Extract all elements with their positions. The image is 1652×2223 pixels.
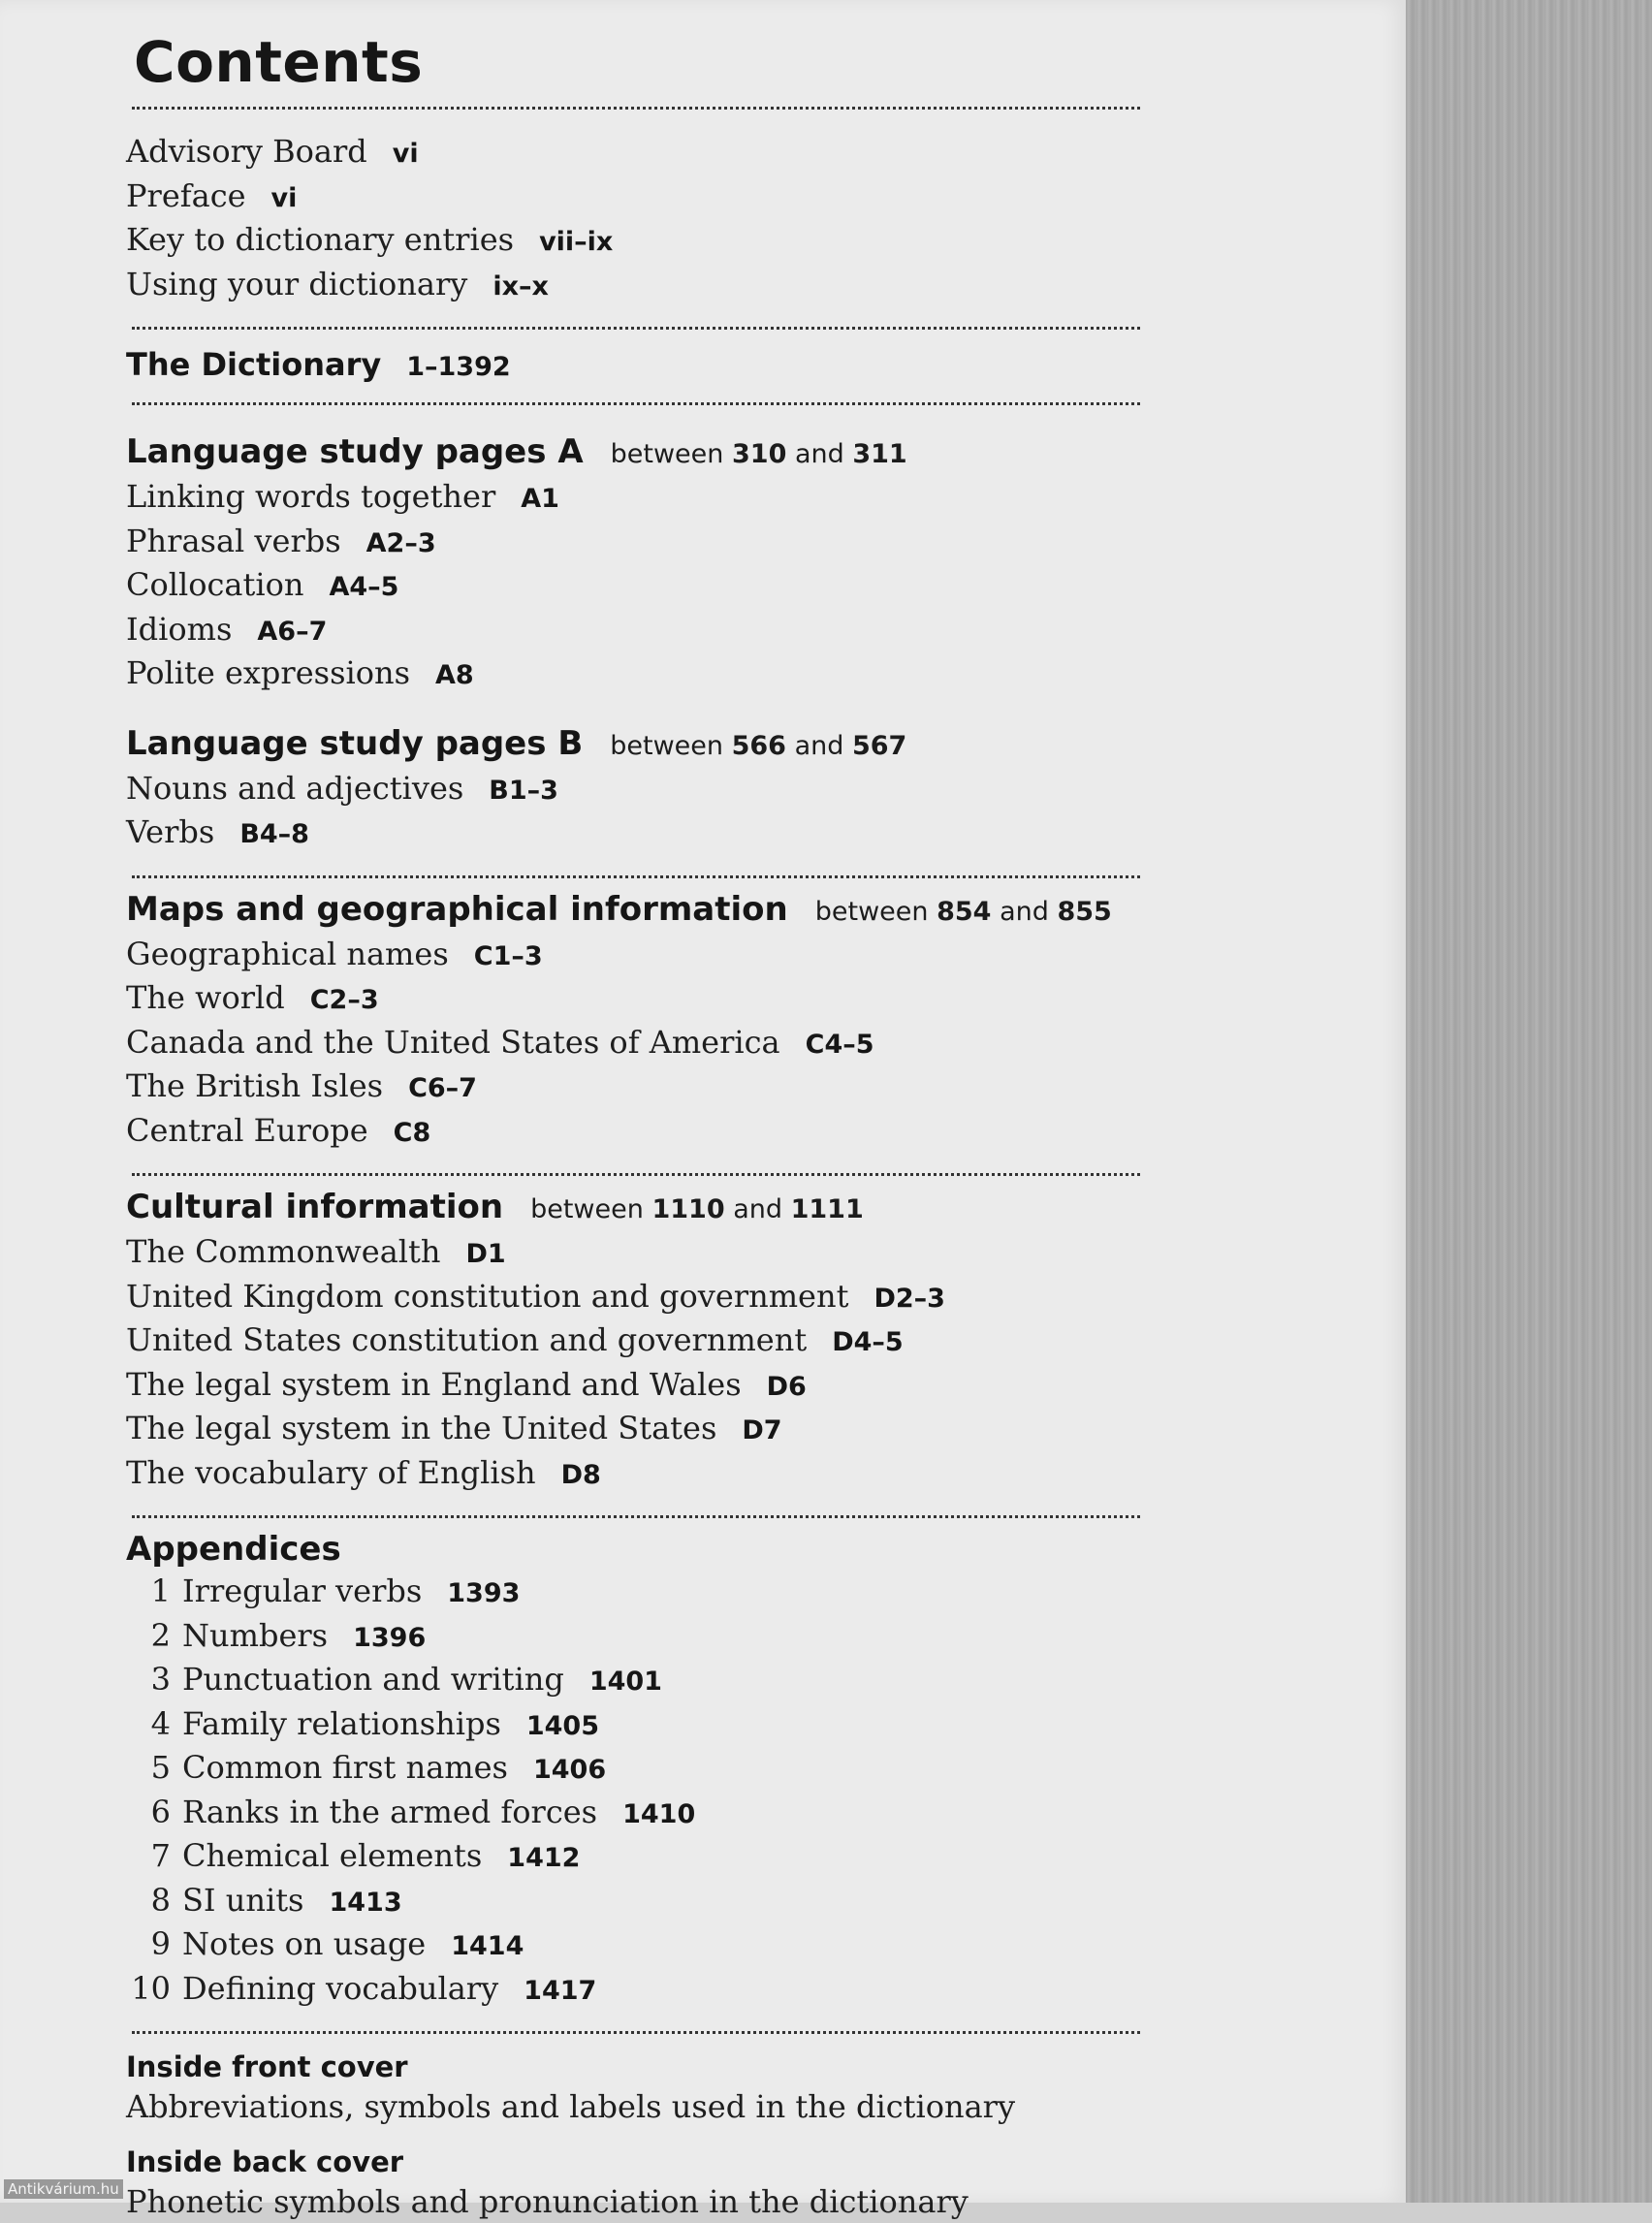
entry-label: Key to dictionary entries xyxy=(126,221,514,258)
section-header xyxy=(126,722,1144,768)
toc-entry[interactable] xyxy=(126,476,1144,521)
page-title: Contents xyxy=(134,29,1144,95)
toc-entry[interactable] xyxy=(126,521,1144,565)
watermark-credit: Antikvárium.hu xyxy=(4,2179,123,2199)
entry-label: Collocation xyxy=(126,566,303,603)
entry-page-ref: 1396 xyxy=(353,1623,426,1653)
entry-label: The vocabulary of English xyxy=(126,1454,536,1491)
entry-label: Polite expressions xyxy=(126,654,410,691)
entry-label: The British Isles xyxy=(126,1067,383,1104)
page-range: between 566 and 567 xyxy=(610,731,906,761)
toc-entry[interactable] xyxy=(126,175,1144,220)
entry-page-ref: A4–5 xyxy=(329,572,398,602)
contents-page xyxy=(126,29,1144,2223)
toc-entry[interactable] xyxy=(126,652,1144,697)
appendix-number: 3 xyxy=(126,1659,171,1701)
toc-entry[interactable] xyxy=(126,264,1144,308)
entry-page-ref: A1 xyxy=(521,484,559,514)
section-heading: Language study pages B xyxy=(126,724,583,763)
entry-label: The Commonwealth xyxy=(126,1233,440,1270)
entry-label: The legal system in the United States xyxy=(126,1410,716,1446)
toc-entry[interactable] xyxy=(126,1703,1144,1748)
toc-entry[interactable]: Phonetic symbols and pronunciation in the dictionary xyxy=(126,2181,1144,2223)
entry-label: Verbs xyxy=(126,813,214,850)
entry-label: Linking words together xyxy=(126,478,495,515)
appendix-number: 10 xyxy=(126,1968,171,2011)
toc-entry[interactable] xyxy=(126,1747,1144,1792)
toc-entry[interactable] xyxy=(126,609,1144,653)
entry-label: Preface xyxy=(126,177,246,214)
section-header xyxy=(126,888,1144,934)
entry-page-ref: 1414 xyxy=(451,1931,524,1961)
entry-label: Defining vocabulary xyxy=(182,1970,498,2007)
appendix-number: 4 xyxy=(126,1703,171,1746)
entry-page-ref: D7 xyxy=(742,1415,781,1445)
section-heading: Language study pages A xyxy=(126,432,584,471)
toc-entry[interactable] xyxy=(126,1231,1144,1276)
entry-page-ref: 1405 xyxy=(526,1711,599,1741)
entry-label: Idioms xyxy=(126,611,232,648)
entry-page-ref: D1 xyxy=(465,1239,505,1269)
appendix-number: 2 xyxy=(126,1615,171,1658)
entry-label: Central Europe xyxy=(126,1112,368,1149)
toc-entry[interactable] xyxy=(126,1659,1144,1703)
toc-entry[interactable] xyxy=(126,977,1144,1022)
appendices-section xyxy=(126,1518,1144,2031)
page-range: between 854 and 855 xyxy=(815,897,1112,927)
entry-page-ref: vii–ix xyxy=(539,227,613,257)
toc-entry[interactable] xyxy=(126,1065,1144,1110)
entry-page-ref: D4–5 xyxy=(832,1327,904,1357)
section-heading: The Dictionary xyxy=(126,346,381,383)
entry-label: Advisory Board xyxy=(126,133,367,170)
entry-label: The legal system in England and Wales xyxy=(126,1366,742,1403)
toc-entry[interactable] xyxy=(126,1276,1144,1320)
section-heading: Appendices xyxy=(126,1528,1144,1571)
entry-page-ref: B4–8 xyxy=(239,819,309,849)
entry-page-ref: C1–3 xyxy=(474,941,543,971)
entry-label: Irregular verbs xyxy=(182,1572,422,1609)
entry-page-ref: C4–5 xyxy=(806,1030,874,1060)
toc-entry[interactable] xyxy=(126,1110,1144,1155)
entry-page-ref: 1401 xyxy=(589,1667,662,1697)
toc-entry[interactable] xyxy=(126,219,1144,264)
entry-label: Notes on usage xyxy=(182,1925,426,1962)
entry-label: SI units xyxy=(182,1882,303,1919)
maps-section xyxy=(126,878,1144,1174)
entry-page-ref: 1406 xyxy=(533,1755,606,1785)
inside-back-cover-section xyxy=(126,2135,1144,2223)
entry-label: Geographical names xyxy=(126,936,449,972)
toc-entry[interactable] xyxy=(126,1571,1144,1615)
entry-page-ref: D2–3 xyxy=(874,1284,945,1314)
entry-page-ref: 1393 xyxy=(447,1578,520,1608)
entry-label: Numbers xyxy=(182,1617,328,1654)
toc-entry[interactable] xyxy=(126,1022,1144,1066)
entry-page-ref: C6–7 xyxy=(408,1073,477,1103)
appendix-number: 1 xyxy=(126,1571,171,1613)
toc-entry[interactable] xyxy=(126,811,1144,856)
entry-page-ref: vi xyxy=(393,139,419,169)
section-heading: Inside back cover xyxy=(126,2143,1144,2181)
section-heading: Maps and geographical information xyxy=(126,890,788,929)
entry-label: Using your dictionary xyxy=(126,266,467,302)
entry-page-ref: D6 xyxy=(767,1372,807,1402)
entry-label: Common first names xyxy=(182,1749,508,1786)
entry-label: Phrasal verbs xyxy=(126,523,341,559)
toc-entry[interactable] xyxy=(126,1835,1144,1880)
page-range: between 1110 and 1111 xyxy=(530,1194,864,1224)
section-header xyxy=(126,1186,1144,1231)
toc-entry[interactable] xyxy=(126,768,1144,812)
toc-entry[interactable] xyxy=(126,1319,1144,1364)
toc-entry[interactable] xyxy=(126,1615,1144,1660)
appendix-number: 7 xyxy=(126,1835,171,1878)
entry-page-ref: D8 xyxy=(561,1460,601,1490)
page-range: between 310 and 311 xyxy=(611,439,907,469)
section-heading: Inside front cover xyxy=(126,2048,1144,2086)
entry-page-ref: C8 xyxy=(394,1118,431,1148)
entry-page-ref: A2–3 xyxy=(366,528,436,558)
appendix-number: 6 xyxy=(126,1792,171,1834)
toc-entry[interactable] xyxy=(126,343,1144,389)
entry-label: Punctuation and writing xyxy=(182,1661,564,1698)
study-pages-a-section xyxy=(126,405,1144,716)
toc-entry[interactable] xyxy=(126,131,1144,175)
appendix-number: 5 xyxy=(126,1747,171,1790)
entry-label: United Kingdom constitution and government xyxy=(126,1278,848,1315)
entry-label: Chemical elements xyxy=(182,1837,482,1874)
toc-entry[interactable] xyxy=(126,1408,1144,1452)
entry-page-ref: C2–3 xyxy=(310,985,379,1015)
entry-page-ref: 1412 xyxy=(507,1843,580,1873)
front-matter-list xyxy=(126,110,1144,327)
entry-label: Ranks in the armed forces xyxy=(182,1794,597,1830)
entry-label: Family relationships xyxy=(182,1705,501,1742)
entry-page-ref: A6–7 xyxy=(257,617,327,647)
entry-label: Canada and the United States of America xyxy=(126,1024,780,1061)
inside-front-cover-section xyxy=(126,2034,1144,2135)
toc-entry[interactable] xyxy=(126,564,1144,609)
study-pages-b-section xyxy=(126,716,1144,875)
toc-entry[interactable] xyxy=(126,1364,1144,1409)
toc-entry[interactable] xyxy=(126,1923,1144,1968)
entry-page-ref: A8 xyxy=(435,660,474,690)
toc-entry[interactable] xyxy=(126,1880,1144,1924)
toc-entry[interactable] xyxy=(126,934,1144,978)
book-spine xyxy=(1406,0,1652,2203)
appendix-number: 8 xyxy=(126,1880,171,1922)
entry-page-ref: ix–x xyxy=(492,271,549,302)
entry-page-ref: B1–3 xyxy=(489,776,558,806)
dictionary-section xyxy=(126,330,1144,402)
entry-page-ref: 1417 xyxy=(524,1976,596,2006)
section-header xyxy=(126,430,1144,476)
entry-label: United States constitution and government xyxy=(126,1321,807,1358)
toc-entry[interactable] xyxy=(126,1452,1144,1497)
entry-page-ref: vi xyxy=(271,183,298,213)
toc-entry[interactable] xyxy=(126,1792,1144,1836)
entry-page-ref: 1–1392 xyxy=(406,352,510,382)
entry-label: Nouns and adjectives xyxy=(126,770,463,807)
toc-entry[interactable] xyxy=(126,1968,1144,2013)
entry-page-ref: 1413 xyxy=(329,1888,401,1918)
entry-page-ref: 1410 xyxy=(622,1799,695,1829)
cultural-section xyxy=(126,1176,1144,1515)
section-heading: Cultural information xyxy=(126,1188,503,1226)
appendix-number: 9 xyxy=(126,1923,171,1966)
entry-label: The world xyxy=(126,979,285,1016)
toc-entry[interactable]: Abbreviations, symbols and labels used in the dictionary xyxy=(126,2086,1144,2129)
